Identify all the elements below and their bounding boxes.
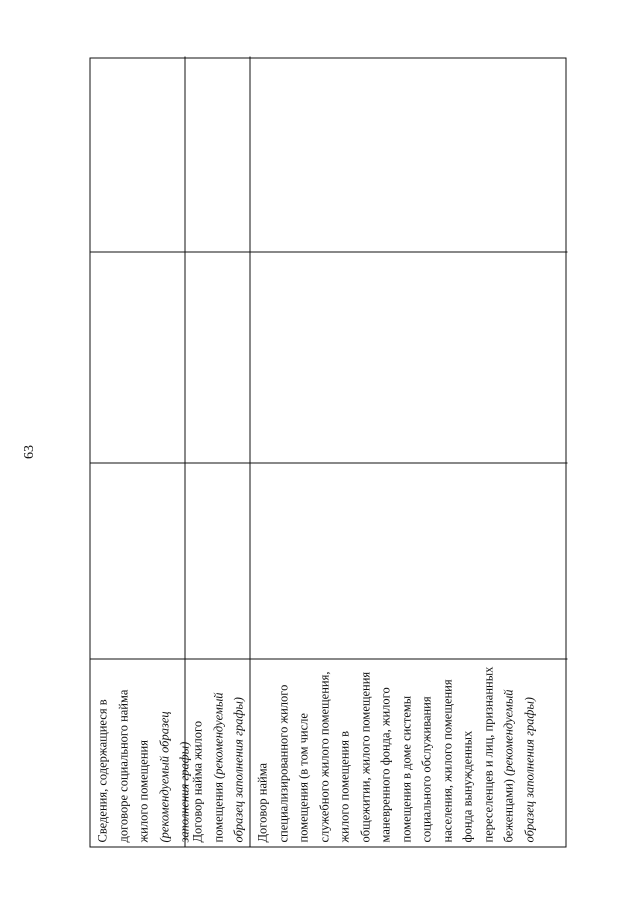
- row-2-empty-cell-2: [186, 252, 251, 463]
- row-2-note: (рекомендуемый образец заполнения графы): [211, 692, 246, 843]
- row-1-label-cell: [91, 659, 192, 847]
- row-2-label-cell: [186, 659, 251, 847]
- row-2-empty-cell-3: [186, 57, 251, 252]
- row-3-empty-cell-2: [251, 252, 568, 463]
- row-3-empty-cell-3: [251, 57, 568, 252]
- row-1-empty-cell-1: [91, 463, 186, 659]
- page-number: 63: [22, 445, 37, 459]
- form-table: [90, 58, 567, 848]
- row-2-text: Договор найма жилого помещения: [190, 720, 225, 843]
- table-container: [89, 58, 566, 848]
- row-1-empty-cell-2: [91, 252, 186, 463]
- row-3-empty-cell-1: [251, 463, 568, 659]
- row-1-empty-cell-3: [91, 57, 186, 252]
- row-3-text: Договор найма специализированного жилого помещения (в том числе служебного жилого помещения, жилого помещения в общежитии, жилого помещения маневренного фонда, жилого помещения в доме системы социального обслуживания населения, жилого помещения фонда вынужденных переселенцев и лиц, признанных беженцами): [255, 666, 516, 843]
- row-1-note: (рекомендуемый образец заполнения графы): [157, 711, 192, 843]
- row-3-label-cell: [251, 659, 568, 847]
- row-1-text: Сведения, содержащиеся в договоре социального найма жилого помещения: [95, 689, 151, 843]
- row-3-note: (рекомендуемый образец заполнения графы): [501, 689, 536, 843]
- row-2-empty-cell-1: [186, 463, 251, 659]
